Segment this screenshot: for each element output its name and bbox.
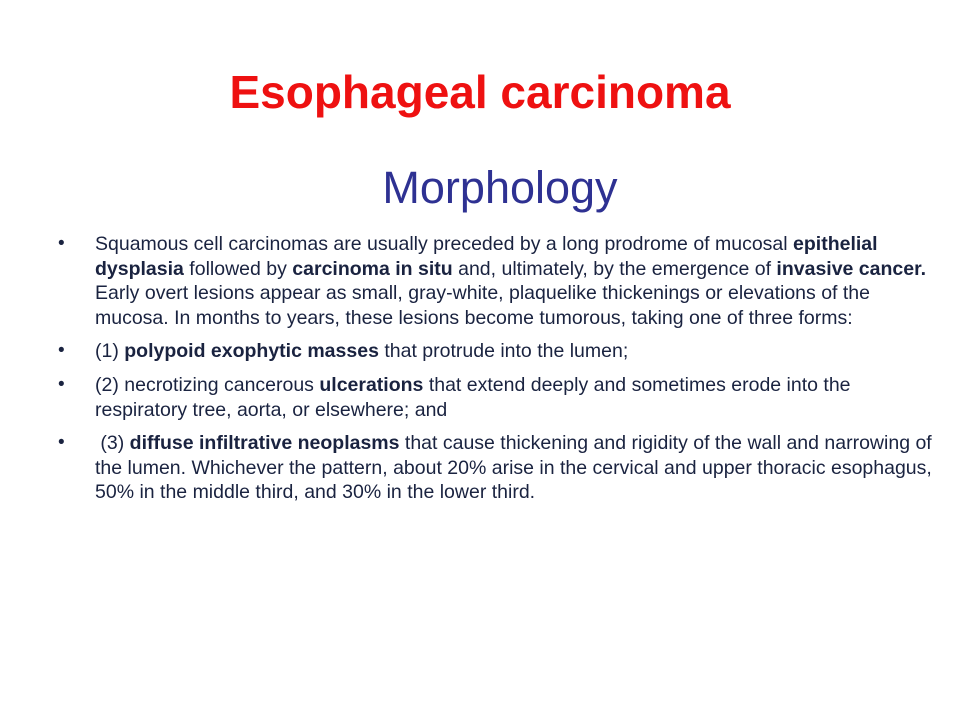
slide-title: Esophageal carcinoma [229, 66, 731, 118]
bullet-segment: (2) necrotizing cancerous [95, 373, 320, 396]
bullet-segment: that protrude into the lumen; [378, 340, 629, 363]
bullet-segment: that cause thickening and rigidity of the wall and narrowing of the lumen. Whichever the pattern, about 20% arise in the cervical and upper thoracic esophagus, 50% in the middle third, and 30% in the lower third. [95, 432, 932, 504]
bullet-segment: Early overt lesions appear as small, gray-white, plaquelike thickenings or elevations of the mucosa. In months to years, these lesions become tumorous, taking one of three forms: [95, 282, 870, 329]
bullet-segment-bold: invasive cancer. [776, 257, 927, 280]
bullet-segment: (1) [95, 340, 125, 363]
bullet-glyph: • [58, 340, 65, 362]
bullet-item [58, 339, 938, 364]
bullet-segment-bold: ulcerations [319, 373, 424, 396]
bullet-segment-bold: polypoid exophytic masses [124, 340, 379, 363]
bullet-segment: Squamous cell carcinomas are usually preceded by a long prodrome of mucosal [95, 233, 794, 255]
bullet-segment-bold: carcinoma in situ [292, 257, 453, 280]
bullet-glyph: • [58, 373, 65, 395]
bullet-segment: and, ultimately, by the emergence of [452, 257, 777, 280]
bullet-item [58, 431, 938, 505]
bullet-segment: (3) [95, 432, 130, 455]
bullet-item [58, 373, 938, 422]
bullet-segment-bold: epithelial dysplasia [95, 233, 878, 280]
bullet-list [58, 232, 938, 514]
bullet-glyph: • [58, 233, 65, 254]
bullet-item [58, 232, 938, 330]
bullet-segment-bold: diffuse infiltrative neoplasms [129, 432, 400, 455]
bullet-glyph: • [58, 432, 65, 454]
bullet-segment: followed by [183, 257, 293, 280]
bullet-segment: that extend deeply and sometimes erode into the respiratory tree, aorta, or elsewhere; and [95, 373, 851, 421]
slide-subtitle: Morphology [382, 162, 618, 213]
